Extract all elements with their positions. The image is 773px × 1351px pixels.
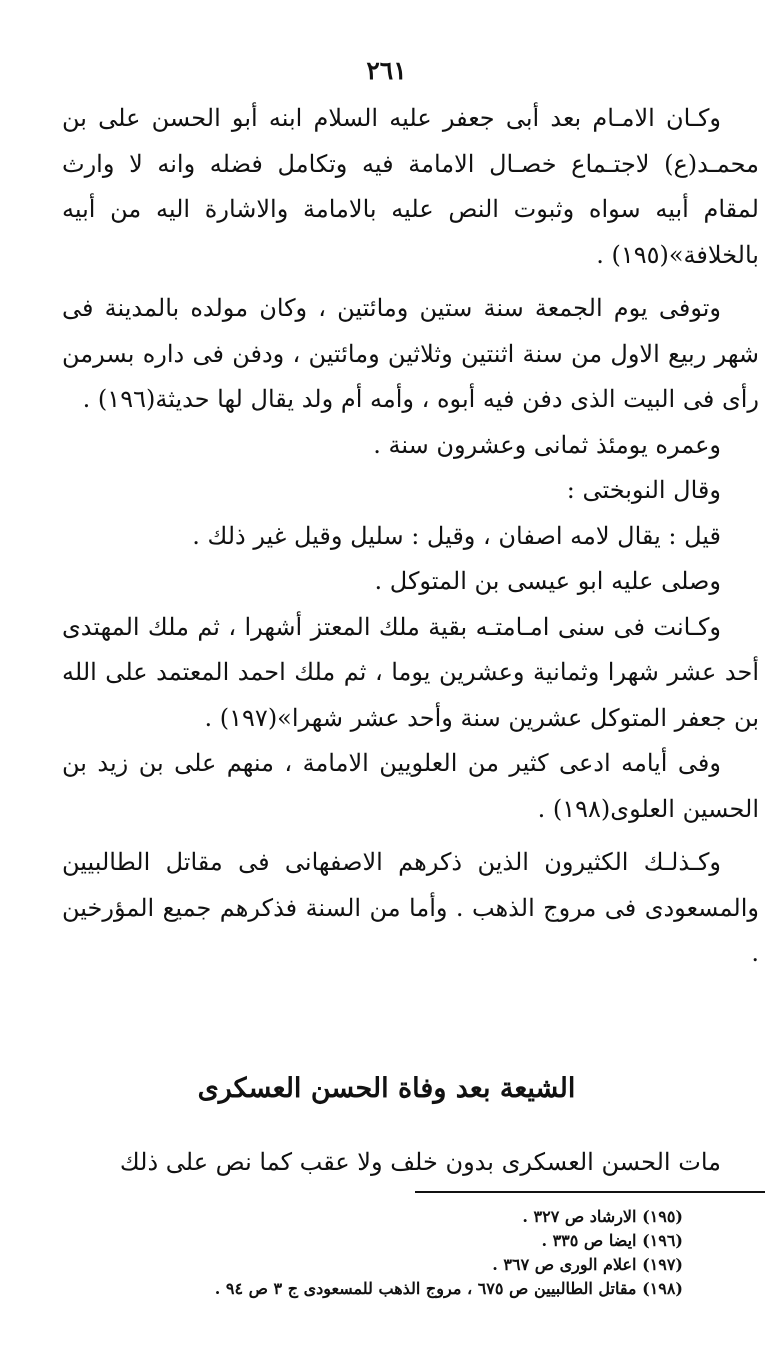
paragraph-2: وتوفى يوم الجمعة سنة ستين ومائتين ، وكان مولده بالمدينة فى شهر ربيع الاول من سنة اثنتين وثلاثين ومائتين ، ودفن فى داره بسرمن رأى فى البيت الذى دفن فيه أبوه ، وأمه أم ولد يقال لها حديثة(١٩٦) . <box>62 294 759 413</box>
paragraph-8: وفى أيامه ادعى كثير من العلويين الامامة ، منهم على بن زيد بن الحسين العلوى(١٩٨) . <box>62 749 759 823</box>
footnote-195: (١٩٥) الارشاد ص ٣٢٧ . <box>522 1207 683 1226</box>
footnote-196: (١٩٦) ايضا ص ٣٣٥ . <box>541 1231 683 1250</box>
paragraph-4: وقال النوبختى : <box>566 476 721 504</box>
paragraph-1: وكـان الامـام بعد أبى جعفر عليه السلام ابنه أبو الحسن على بن محمـد(ع) لاجتـماع خصـال الامامة فيه وتكامل فضله وانه لا وارث لمقام أبيه سواه وثبوت النص عليه بالامامة والاشارة اليه من أبيه بالخلافة»(١٩٥) . <box>62 104 759 269</box>
paragraph-5: قيل : يقال لامه اصفان ، وقيل : سليل وقيل غير ذلك . <box>192 521 721 550</box>
paragraph-7: وكـانت فى سنى امـامتـه بقية ملك المعتز أشهرا ، ثم ملك المهتدى أحد عشر شهرا وثمانية وعشرين يوما ، ثم ملك احمد المعتمد على الله بن جعفر المتوكل عشرين سنة وأحد عشر شهرا»(١٩٧) . <box>62 612 759 732</box>
paragraph-6: وصلى عليه ابو عيسى بن المتوكل . <box>374 567 721 595</box>
section-heading: الشيعة بعد وفاة الحسن العسكرى <box>197 1073 576 1104</box>
main-text <box>62 96 759 977</box>
footnote-198: (١٩٨) مقاتل الطالبيين ص ٦٧٥ ، مروج الذهب للمسعودى ج ٣ ص ٩٤ . <box>214 1279 683 1298</box>
footnote-divider <box>415 1191 765 1193</box>
footnote-197: (١٩٧) اعلام الورى ص ٣٦٧ . <box>492 1255 683 1274</box>
footnotes <box>120 1205 683 1301</box>
paragraph-9: وكـذلـك الكثيرون الذين ذكرهم الاصفهانى فى مقاتل الطالبيين والمسعودى فى مروج الذهب . وأما من السنة فذكرهم جميع المؤرخين . <box>62 848 759 967</box>
closing-line: مات الحسن العسكرى بدون خلف ولا عقب كما نص على ذلك <box>119 1148 721 1176</box>
paragraph-3: وعمره يومئذ ثمانى وعشرون سنة . <box>373 430 721 459</box>
page-number: ٢٦١ <box>366 56 407 85</box>
